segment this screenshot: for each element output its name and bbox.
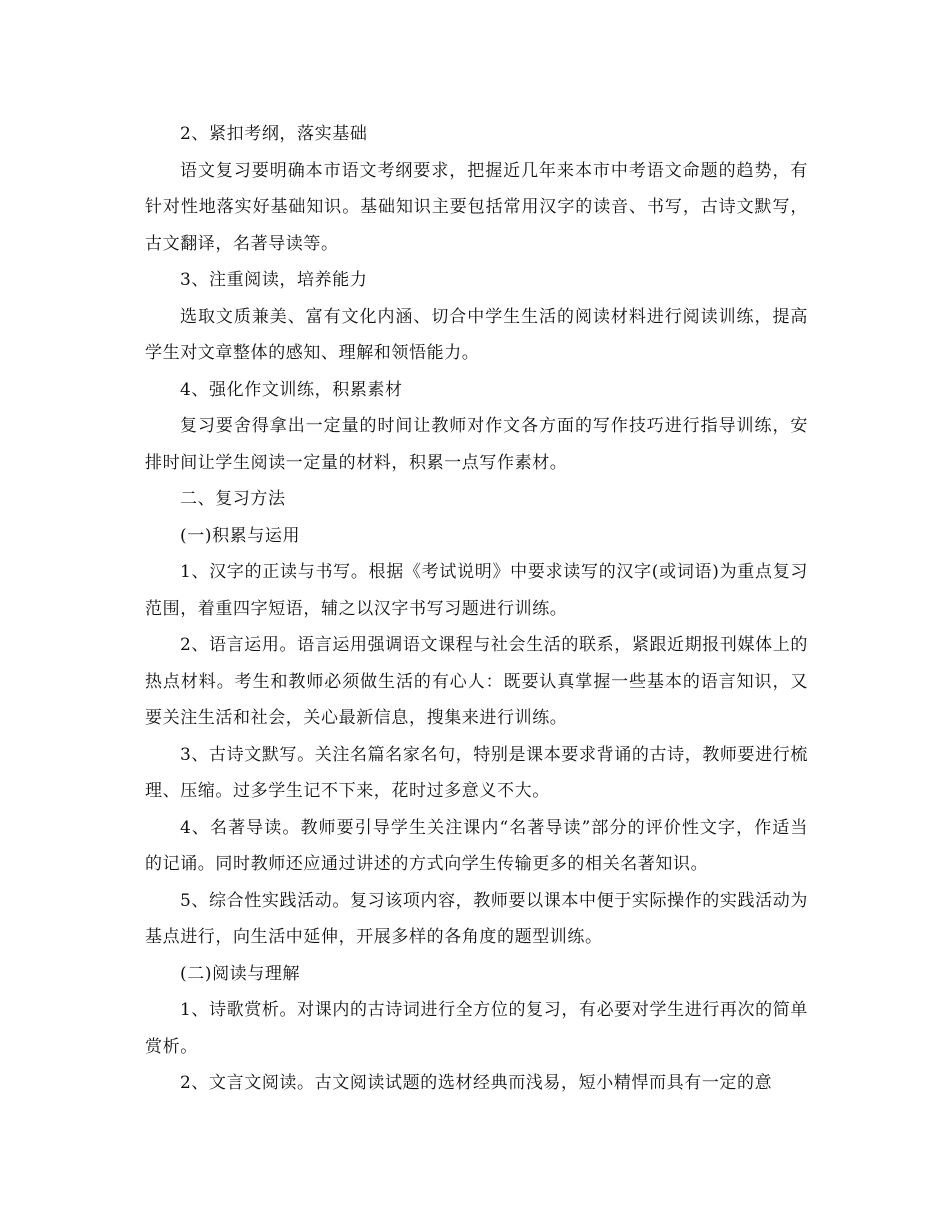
- body-paragraph: 选取文质兼美、富有文化内涵、切合中学生生活的阅读材料进行阅读训练，提高学生对文章整体的感知、理解和领悟能力。: [145, 306, 808, 363]
- section-heading-1: 2、紧扣考纲，落实基础: [180, 124, 368, 144]
- body-paragraph: 1、汉字的正读与书写。根据《考试说明》中要求读写的汉字(或词语)为重点复习范围，着重四字短语，辅之以汉字书写习题进行训练。: [145, 562, 808, 619]
- body-paragraph: 2、语言运用。语言运用强调语文课程与社会生活的联系，紧跟近期报刊媒体上的热点材料。考生和教师必须做生活的有心人：既要认真掌握一些基本的语言知识，又要关注生活和社会，关心最新信息，搜集来进行训练。: [145, 635, 808, 728]
- body-paragraph: 语文复习要明确本市语文考纲要求，把握近几年来本市中考语文命题的趋势，有针对性地落实好基础知识。基础知识主要包括常用汉字的读音、书写，古诗文默写，古文翻译，名著导读等。: [145, 160, 808, 254]
- body-paragraph: 1、诗歌赏析。对课内的古诗词进行全方位的复习，有必要对学生进行再次的简单赏析。: [145, 1000, 808, 1057]
- body-paragraph: 5、综合性实践活动。复习该项内容，教师要以课本中便于实际操作的实践活动为基点进行，向生活中延伸，开展多样的各角度的题型训练。: [145, 890, 808, 947]
- chapter-heading: 二、复习方法: [180, 489, 286, 509]
- subsection-heading-1: (一)积累与运用: [180, 525, 301, 546]
- body-paragraph: 3、古诗文默写。关注名篇名家名句，特别是课本要求背诵的古诗，教师要进行梳理、压缩。过多学生记不下来，花时过多意义不大。: [145, 744, 808, 801]
- subsection-heading-2: (二)阅读与理解: [180, 963, 301, 984]
- body-paragraph: 4、名著导读。教师要引导学生关注课内“名著导读”部分的评价性文字，作适当的记诵。同时教师还应通过讲述的方式向学生传输更多的相关名著知识。: [145, 817, 808, 874]
- body-paragraph: 2、文言文阅读。古文阅读试题的选材经典而浅易，短小精悍而具有一定的意: [180, 1073, 773, 1093]
- section-heading-3: 4、强化作文训练，积累素材: [180, 379, 403, 400]
- body-paragraph: 复习要舍得拿出一定量的时间让教师对作文各方面的写作技巧进行指导训练，安排时间让学生阅读一定量的材料，积累一点写作素材。: [145, 416, 808, 473]
- section-heading-2: 3、注重阅读，培养能力: [180, 270, 368, 290]
